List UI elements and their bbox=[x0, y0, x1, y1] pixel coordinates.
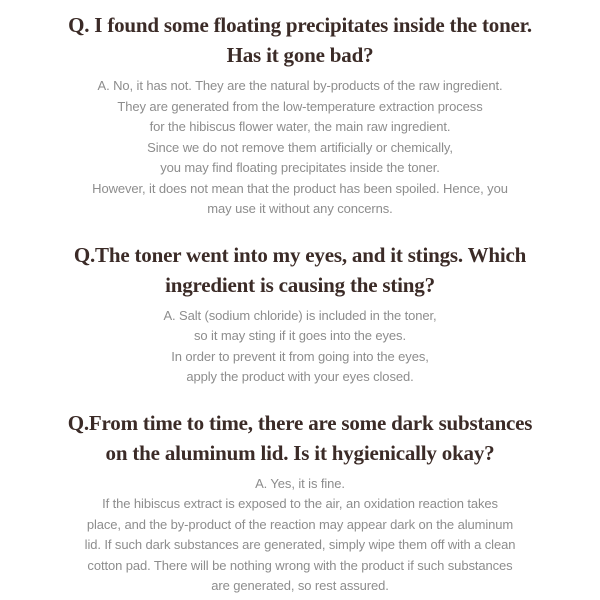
faq-question-line: Has it gone bad? bbox=[226, 43, 374, 67]
faq-answer-line: are generated, so rest assured. bbox=[211, 578, 389, 593]
faq-answer-line: for the hibiscus flower water, the main raw ingredient. bbox=[149, 119, 451, 134]
faq-question-line: ingredient is causing the sting? bbox=[165, 272, 435, 297]
faq-question-line: Q. I found some floating precipitates inside the toner. bbox=[68, 13, 532, 37]
faq-answer bbox=[0, 76, 600, 220]
faq-answer-line: A. Salt (sodium chloride) is included in the toner, bbox=[163, 307, 437, 323]
faq-answer-line: A. No, it has not. They are the natural by-products of the raw ingredient. bbox=[97, 78, 503, 93]
faq-item bbox=[0, 10, 600, 220]
faq-question-line: Q.From time to time, there are some dark substances bbox=[67, 410, 533, 435]
faq-question-line: Q.The toner went into my eyes, and it stings. Which bbox=[73, 242, 527, 267]
faq-answer bbox=[0, 474, 600, 597]
faq-answer-line: so it may sting if it goes into the eyes. bbox=[194, 328, 406, 343]
faq-answer-line: lid. If such dark substances are generated, simply wipe them off with a clean bbox=[84, 537, 516, 552]
faq-item bbox=[0, 240, 600, 388]
faq-answer-line: A. Yes, it is fine. bbox=[255, 475, 345, 491]
faq-answer-line: In order to prevent it from going into the eyes, bbox=[171, 348, 429, 364]
faq-answer-line: However, it does not mean that the product has been spoiled. Hence, you bbox=[92, 180, 508, 196]
faq-item bbox=[0, 408, 600, 597]
faq-answer-line: you may find floating precipitates inside the toner. bbox=[160, 160, 440, 175]
faq-answer-line: may use it without any concerns. bbox=[207, 201, 393, 216]
faq-question bbox=[0, 10, 600, 70]
faq-answer-line: cotton pad. There will be nothing wrong with the product if such substances bbox=[87, 557, 513, 573]
faq-answer-line: apply the product with your eyes closed. bbox=[186, 369, 414, 384]
faq-answer-line: place, and the by-product of the reaction may appear dark on the aluminum bbox=[86, 516, 514, 532]
faq-question bbox=[0, 240, 600, 300]
faq-answer-line: They are generated from the low-temperature extraction process bbox=[117, 98, 483, 114]
faq-answer-line: If the hibiscus extract is exposed to the air, an oxidation reaction takes bbox=[102, 496, 498, 511]
faq-question-line: on the aluminum lid. Is it hygienically okay? bbox=[105, 440, 495, 465]
faq-question bbox=[0, 408, 600, 468]
faq-answer-line: Since we do not remove them artificially or chemically, bbox=[147, 139, 453, 155]
faq-answer bbox=[0, 306, 600, 388]
